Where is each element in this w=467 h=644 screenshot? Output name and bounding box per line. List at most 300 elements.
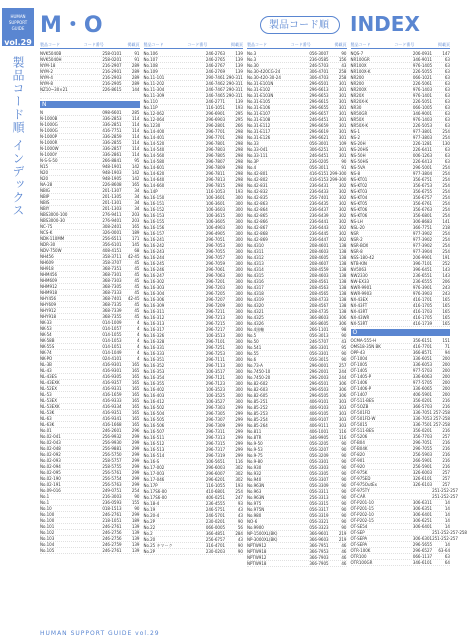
page-number: 219	[338, 531, 347, 536]
code-number: 296-2001	[309, 369, 329, 374]
product-code: No.16-412	[143, 399, 165, 404]
page-number: 306	[338, 315, 347, 320]
page-number: 300	[235, 345, 243, 350]
page-number: 114	[131, 152, 140, 157]
code-number: 230-0201	[205, 519, 226, 524]
page-number: 45	[134, 266, 140, 271]
page-number: 299	[131, 434, 140, 439]
product-code: No.3	[247, 57, 257, 62]
code-number: 106-3513	[205, 333, 226, 338]
product-code: NBS3000-30	[40, 218, 65, 223]
page-number: 116	[338, 429, 347, 434]
page-number: 300	[235, 243, 243, 248]
page-number: 302	[338, 219, 347, 224]
code-number: 977-3804	[412, 171, 433, 176]
product-code: No.2P	[143, 549, 156, 554]
page-number: 254	[442, 171, 450, 176]
code-number: 226-5053	[412, 123, 433, 128]
code-number: 366-8571	[412, 350, 433, 355]
page-number: 139	[235, 51, 243, 56]
page-number: 254	[442, 177, 450, 182]
product-code: NR50X-K	[350, 123, 368, 128]
page-number: 289	[131, 63, 140, 68]
product-code: No.9-53	[247, 447, 263, 452]
page-number: 302	[235, 477, 243, 482]
code-number: 056-3303	[309, 465, 329, 470]
product-code: NK-33	[40, 320, 52, 325]
code-number: 256-5761	[102, 470, 122, 475]
page-number: 257	[442, 470, 450, 475]
code-number: 256-5754	[102, 476, 122, 481]
product-code: NS-20HS	[350, 147, 369, 152]
code-number: 296-6657	[309, 111, 329, 116]
product-code: NWR-9901	[350, 285, 372, 290]
code-number: 014-1049	[102, 350, 122, 355]
code-number: 366-7905	[309, 561, 329, 566]
product-code: No.31-E105	[247, 99, 271, 104]
page-number: 299	[131, 470, 140, 475]
page-number: 165	[131, 374, 140, 379]
code-number: 246-5751	[205, 507, 226, 512]
code-number: 296-7803	[205, 147, 226, 152]
page-number: 254	[442, 189, 450, 194]
code-number: 326-6101	[412, 476, 433, 481]
code-number: 236-6447	[309, 237, 329, 242]
page-number: 90	[341, 501, 347, 506]
page-number: 63	[444, 75, 450, 80]
code-number: 236-6445	[309, 231, 329, 236]
product-code: No.4325	[247, 315, 264, 320]
page-number: 63	[444, 105, 450, 110]
code-number: 066-1005	[412, 105, 433, 110]
page-number: 254	[442, 129, 450, 134]
code-number: 226-6411	[412, 147, 433, 152]
column-header	[351, 42, 451, 49]
code-number: 256-5901	[412, 464, 433, 469]
page-number: 63	[444, 554, 450, 559]
page-number: 14	[444, 542, 450, 547]
code-number: 208-4601	[309, 243, 329, 248]
page-number: 138	[338, 279, 347, 284]
product-code: OTR100GR	[350, 560, 373, 565]
page-number: 216	[442, 458, 450, 463]
code-number: 246-5701	[205, 513, 226, 518]
code-number: 366-8603	[309, 315, 329, 320]
code-number: 056-3015	[309, 357, 329, 362]
code-number: 356-0201	[412, 398, 433, 403]
page-number: 138	[338, 267, 347, 272]
product-code: NSL-20	[350, 225, 365, 230]
product-code: No.31-E107	[247, 111, 271, 116]
page-number: 34	[134, 194, 140, 199]
page-number: 254	[442, 243, 450, 248]
code-number: 230-0203	[205, 549, 226, 554]
code-number: 014-1055	[102, 332, 122, 337]
page-number: 139	[131, 542, 140, 547]
page-number: 254	[442, 231, 450, 236]
product-code: OT-511-BES	[350, 398, 374, 403]
product-code: No.42-868	[247, 231, 268, 236]
page-number: 298	[235, 171, 243, 176]
page-number: 301	[338, 153, 347, 158]
product-code: No.02-043	[40, 440, 61, 445]
product-code: NS-1	[350, 129, 361, 134]
product-code: OT-P201-15	[350, 506, 374, 511]
product-code: No.4319	[247, 297, 264, 302]
product-code: N-1000P	[40, 134, 58, 139]
product-code: NDV-750W	[40, 248, 62, 253]
code-number: 296-7123	[205, 381, 226, 386]
page-number: 302	[235, 471, 243, 476]
code-number: 308-2401	[102, 224, 122, 229]
page-number: 302	[338, 237, 347, 242]
product-code: No.42-864	[247, 207, 268, 212]
page-number: 257-258	[433, 416, 450, 421]
code-number: 216-2903	[102, 75, 122, 80]
code-number: 406-9107	[309, 417, 329, 422]
code-number: 056-3207	[309, 447, 329, 452]
product-code: No.17-046	[143, 477, 165, 482]
product-code: OT-501FD-W	[350, 416, 376, 421]
product-code: No.31-E103N	[247, 93, 274, 98]
product-code: No.108	[143, 63, 158, 68]
code-number: 296-2801	[205, 123, 226, 128]
page-number: 300	[235, 249, 243, 254]
product-code: OT-5OZB	[350, 404, 369, 409]
code-number: 014-1057	[102, 326, 122, 331]
page-number: 63	[444, 117, 450, 122]
code-number: 246-2771	[205, 99, 226, 104]
product-code: N-1000G	[40, 128, 58, 133]
code-number: 296-6619	[309, 129, 329, 134]
product-code: NL-63K	[40, 422, 55, 427]
product-code: NBS3000-100	[40, 212, 68, 217]
page-number: 298	[235, 147, 243, 152]
product-code: No.16-354	[143, 375, 165, 380]
code-number: 346-9001	[412, 111, 433, 116]
code-number: 366-7953	[309, 549, 329, 554]
code-number: 226-8615	[102, 87, 122, 92]
page-number: 302	[338, 213, 347, 218]
code-number: 246-2761	[102, 512, 122, 517]
code-number: 356-7703	[412, 434, 433, 439]
product-code: No.42-863	[247, 201, 268, 206]
product-code: No.16-153	[143, 213, 165, 218]
product-code: NPTW912	[247, 555, 267, 560]
code-number: 336-2857	[102, 146, 122, 151]
code-number: 296-6505	[309, 393, 329, 398]
product-code: No.14-660	[143, 183, 165, 188]
product-code: No.16-331	[143, 345, 165, 350]
page-number: 203	[131, 218, 140, 223]
code-number: 246-2756	[102, 536, 122, 541]
page-number: 300	[235, 225, 243, 230]
page-number: 46	[341, 561, 347, 566]
page-number: 251-252-257-258	[432, 530, 467, 535]
page-number: 299	[235, 447, 243, 452]
product-code: NSR-2	[350, 237, 363, 242]
letter-range-title: M・O	[40, 13, 103, 38]
column-header-code2: コード番号	[394, 42, 415, 47]
product-code: No.107	[143, 57, 158, 62]
code-number: 256-9932	[102, 434, 122, 439]
page-number: 298	[235, 141, 243, 146]
page-number: 165	[131, 386, 140, 391]
page-number: 165	[442, 321, 450, 326]
product-code: No.9-80	[247, 459, 263, 464]
page-number: 90	[341, 459, 347, 464]
code-number: 296-7059	[205, 261, 226, 266]
code-number: 336-2859	[102, 134, 122, 139]
page-number: 301	[338, 129, 347, 134]
product-code: No.85-251	[247, 399, 268, 404]
page-number: 200	[442, 392, 450, 397]
code-number: 246-2759	[102, 542, 122, 547]
code-number: 366-9603	[309, 537, 329, 542]
page-number: 300	[235, 213, 243, 218]
product-code: No.16-513	[143, 447, 165, 452]
code-number: 306-6251	[309, 147, 329, 152]
page-number: 251-252-257	[432, 488, 458, 493]
product-code: No.11-101	[143, 75, 165, 80]
page-number: 63	[444, 93, 450, 98]
product-code: No.82-602	[247, 381, 268, 386]
code-number: 948-1905	[102, 176, 122, 181]
code-number: 236-6433	[309, 189, 329, 194]
product-code: No.4310	[247, 243, 264, 248]
columns	[40, 42, 467, 622]
code-number: 296-6655	[309, 105, 329, 110]
code-number: 977-5703	[412, 368, 433, 373]
product-code: No.42-869	[247, 237, 268, 242]
code-number: 356-6751	[412, 177, 433, 182]
product-code: OT-B04	[350, 440, 365, 445]
product-code: No.4317	[247, 285, 264, 290]
page-number: 138	[338, 303, 347, 308]
product-code: OT-P201-10	[350, 500, 374, 505]
page-number: 142	[131, 170, 140, 175]
product-code: No.4315	[247, 273, 264, 278]
page-number: 63	[444, 69, 450, 74]
product-code: No.16-355	[143, 381, 165, 386]
code-number: 056-3319	[309, 513, 329, 518]
page-number: 299	[131, 458, 140, 463]
page-number: 300	[235, 231, 243, 236]
code-number: 201-1305	[102, 194, 122, 199]
code-number: 106-4903	[205, 225, 226, 230]
product-code: No.16-306	[143, 297, 165, 302]
code-number: 296-7215	[205, 321, 226, 326]
page-number: 95	[341, 345, 347, 350]
code-number: 266-1101	[309, 327, 329, 332]
page-number: 200	[442, 386, 450, 391]
sidebar	[0, 0, 36, 644]
product-code: NZ10~30×21	[40, 87, 68, 92]
page-number: 165	[131, 368, 140, 373]
page-number: 139	[235, 99, 243, 104]
product-code: No.16-317	[143, 327, 165, 332]
page-number: 299	[131, 512, 140, 517]
product-code: No.9-75	[247, 453, 263, 458]
code-number: 296-7061	[205, 267, 226, 272]
page-number: 165	[131, 416, 140, 421]
page-number: 193	[235, 483, 243, 488]
code-number: 256-9881	[102, 446, 122, 451]
product-code: No.9-50	[247, 441, 263, 446]
code-number: 256-3313	[309, 495, 329, 500]
page-number: 302	[338, 183, 347, 188]
code-number: 316-4701	[205, 543, 226, 548]
product-code: No.10	[40, 506, 52, 511]
product-code: OT-975K	[350, 470, 368, 475]
code-number: 246-2769	[205, 69, 226, 74]
product-code: OT-1004	[350, 356, 368, 361]
code-number: 116-1051	[205, 105, 226, 110]
page-number: 216	[442, 446, 450, 451]
code-number: 366-8605	[309, 321, 329, 326]
page-number: 14	[444, 500, 450, 505]
page-number: 299	[131, 440, 140, 445]
code-number: 410-6801	[205, 489, 226, 494]
page-number: 114	[131, 116, 140, 121]
code-number: 066-1021	[412, 75, 433, 80]
page-number: 165	[131, 422, 140, 427]
product-code: No.02-191	[40, 482, 61, 487]
product-code: NK-58B	[40, 338, 55, 343]
page-number: 299	[235, 453, 243, 458]
code-number: 236-6431	[309, 183, 329, 188]
page-number: 299	[131, 482, 140, 487]
page-number: 251-252-257	[432, 536, 458, 541]
page-number: 165	[131, 392, 140, 397]
code-number: 296-6201	[205, 477, 226, 482]
page-number: 200	[442, 356, 450, 361]
page-number: 285	[131, 110, 140, 115]
page-number: 299	[235, 417, 243, 422]
product-code: No.73-A	[247, 363, 263, 368]
page-number: 216	[442, 440, 450, 445]
section-header: N	[40, 101, 140, 108]
product-code: NYM-2	[40, 69, 53, 74]
product-code: No.16-150	[143, 195, 165, 200]
product-code: NS-50H	[350, 153, 366, 158]
page-number: 257	[338, 363, 347, 368]
page-number: 143	[442, 267, 450, 272]
product-code: NS-KT06	[350, 207, 368, 212]
code-number: 206-9901	[412, 255, 433, 260]
code-number: 056-3315	[309, 501, 329, 506]
product-code: No.30-420-30-24	[247, 75, 281, 80]
product-code: No.975	[247, 501, 262, 506]
product-code: OT-B04K	[350, 446, 368, 451]
page-number: 90	[237, 543, 243, 548]
page-number: 90	[341, 507, 347, 512]
product-code: NS-KT02	[350, 183, 368, 188]
product-code: No.42-865	[247, 213, 268, 218]
product-code: No.20-4	[143, 513, 160, 518]
code-number: 416-1701	[412, 297, 433, 302]
code-number: 208-4559	[309, 267, 329, 272]
page-number: 300	[235, 195, 243, 200]
product-code: No.4321	[247, 309, 264, 314]
page-number: 165	[442, 297, 450, 302]
code-number: 336-2861	[102, 152, 122, 157]
page-number: 301	[338, 147, 347, 152]
product-code: No.16-511	[143, 435, 165, 440]
code-number: 208-4733	[309, 297, 329, 302]
page-number: 139	[131, 530, 140, 535]
product-code: No.42-866	[247, 219, 268, 224]
code-number: 406-0251	[205, 495, 226, 500]
product-code: OT-SEPA	[350, 536, 368, 541]
page-number: 46	[341, 555, 347, 560]
page-number: 303	[338, 405, 347, 410]
code-number: 416-9301	[102, 368, 122, 373]
code-number: 326-0001	[102, 230, 122, 235]
page-number: 138	[338, 285, 347, 290]
page-number: 301	[338, 87, 347, 92]
product-code: No.02-092	[40, 452, 61, 457]
code-number: 236-0593	[102, 500, 122, 505]
code-number: 246-2765	[205, 57, 226, 62]
page-number: 91	[341, 165, 347, 170]
product-code: No.30	[247, 63, 259, 68]
product-code: No.11P	[143, 105, 158, 110]
product-code: No.1	[40, 500, 50, 505]
product-code: No.5	[247, 333, 257, 338]
product-code: NW-EX33	[350, 279, 370, 284]
index-column	[350, 42, 467, 622]
page-number: 254	[442, 201, 450, 206]
code-number: 416-9341	[102, 416, 122, 421]
product-code: NDK-110MM	[40, 236, 65, 241]
page-number: 300	[235, 303, 243, 308]
product-code: No.14-540	[143, 147, 165, 152]
code-number: 976-1401	[412, 93, 433, 98]
page-number: 300	[235, 351, 243, 356]
page-number: 266	[235, 123, 243, 128]
page-number: 254	[442, 213, 450, 218]
page-number: 244	[338, 375, 347, 380]
page-number: 216	[442, 428, 450, 433]
product-code: NK-PO	[40, 356, 53, 361]
product-code: No.14-400	[143, 129, 165, 134]
page-number: 300	[235, 201, 243, 206]
code-number: 976-3903	[412, 291, 433, 296]
code-number: 296-6615	[309, 99, 329, 104]
code-number: 296-6653	[309, 93, 329, 98]
product-code: No.4313	[247, 261, 264, 266]
page-number: 90	[341, 489, 347, 494]
product-code: No.16-512	[143, 441, 165, 446]
product-code: No.02-041	[40, 434, 61, 439]
code-number: 106-3605	[205, 219, 226, 224]
code-number: 256-5903	[412, 452, 433, 457]
code-number: 336-6065	[412, 386, 433, 391]
code-number: 296-7203	[205, 285, 226, 290]
page-number: 90	[341, 513, 347, 518]
product-code: No.14P	[143, 189, 158, 194]
product-code: No.18-4	[143, 501, 160, 506]
code-number: 208-4735	[309, 309, 329, 314]
page-number: 300	[235, 381, 243, 386]
page-number: 94	[444, 350, 450, 355]
product-code: OT-975TY	[350, 488, 370, 493]
product-code: No.100	[40, 512, 55, 517]
code-number: 296-7317	[205, 447, 226, 452]
code-number: 246-6451	[309, 153, 329, 158]
vertical-title: 製品コード順 インデックス	[11, 56, 25, 217]
